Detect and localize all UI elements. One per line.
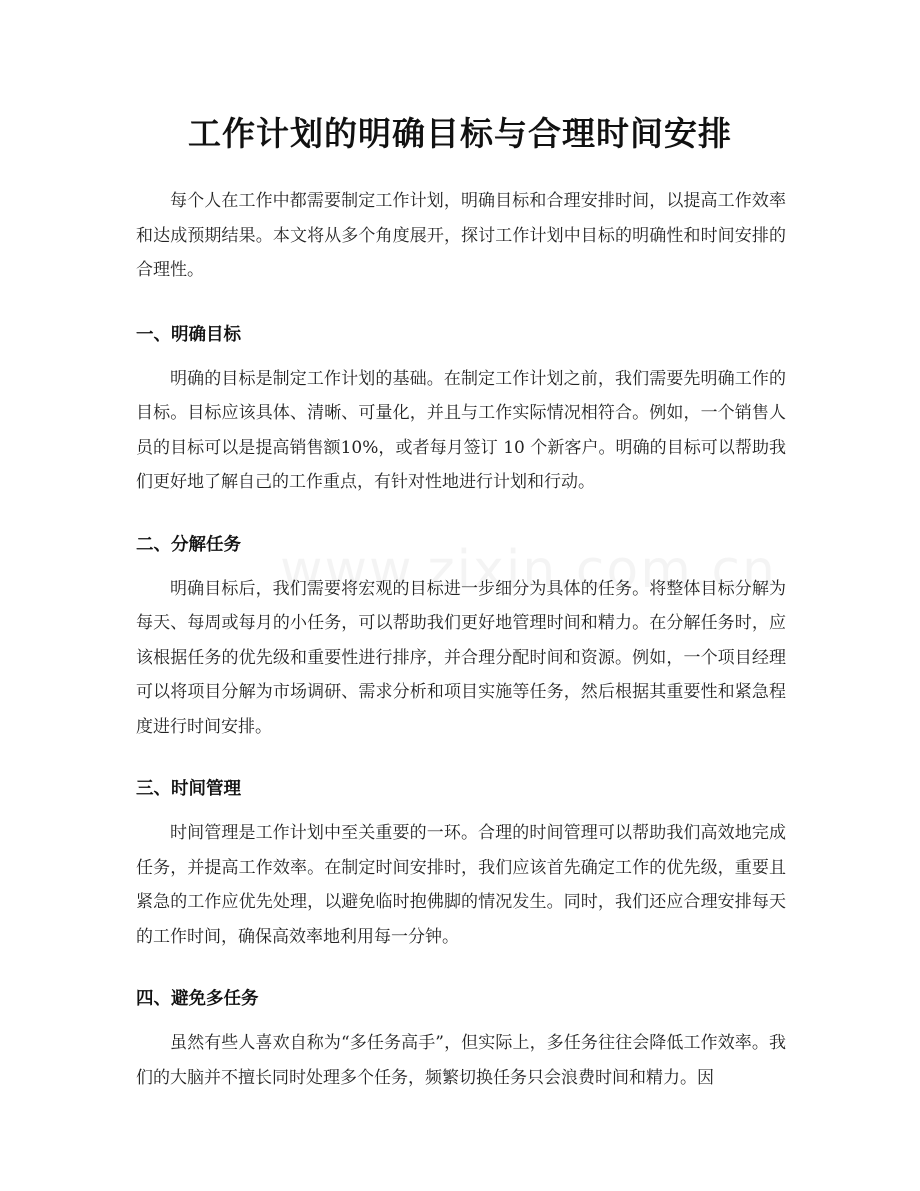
- section-heading: 一、明确目标: [136, 324, 241, 345]
- section-paragraph: 时间管理是工作计划中至关重要的一环。合理的时间管理可以帮助我们高效地完成任务，并提高工作效率。在制定时间安排时，我们应该首先确定工作的优先级，重要且紧急的工作应优先处理，以避免临时抱佛脚的情况发生。同时，我们还应合理安排每天的工作时间，确保高效率地利用每一分钟。: [136, 823, 786, 947]
- document-body: [136, 184, 786, 1095]
- section-paragraph: 明确目标后，我们需要将宏观的目标进一步细分为具体的任务。将整体目标分解为每天、每周或每月的小任务，可以帮助我们更好地管理时间和精力。在分解任务时，应该根据任务的优先级和重要性进行排序，并合理分配时间和资源。例如，一个项目经理可以将项目分解为市场调研、需求分析和项目实施等任务，然后根据其重要性和紧急程度进行时间安排。: [136, 578, 786, 737]
- section-paragraph: 明确的目标是制定工作计划的基础。在制定工作计划之前，我们需要先明确工作的目标。目标应该具体、清晰、可量化，并且与工作实际情况相符合。例如，一个销售人员的目标可以是提高销售额10%，或者每月签订 10 个新客户。明确的目标可以帮助我们更好地了解自己的工作重点，有针对性地进行计划和行动。: [136, 368, 786, 492]
- section-heading: 三、时间管理: [136, 779, 241, 799]
- document-title: 工作计划的明确目标与合理时间安排: [188, 114, 732, 153]
- section-paragraph: 虽然有些人喜欢自称为“多任务高手”，但实际上，多任务往往会降低工作效率。我们的大脑并不擅长同时处理多个任务，频繁切换任务只会浪费时间和精力。因: [136, 1033, 786, 1088]
- intro-paragraph: 每个人在工作中都需要制定工作计划，明确目标和合理安排时间，以提高工作效率和达成预期结果。本文将从多个角度展开，探讨工作计划中目标的明确性和时间安排的合理性。: [136, 191, 786, 280]
- section-heading: 二、分解任务: [136, 534, 241, 555]
- section-heading: 四、避免多任务: [136, 989, 259, 1009]
